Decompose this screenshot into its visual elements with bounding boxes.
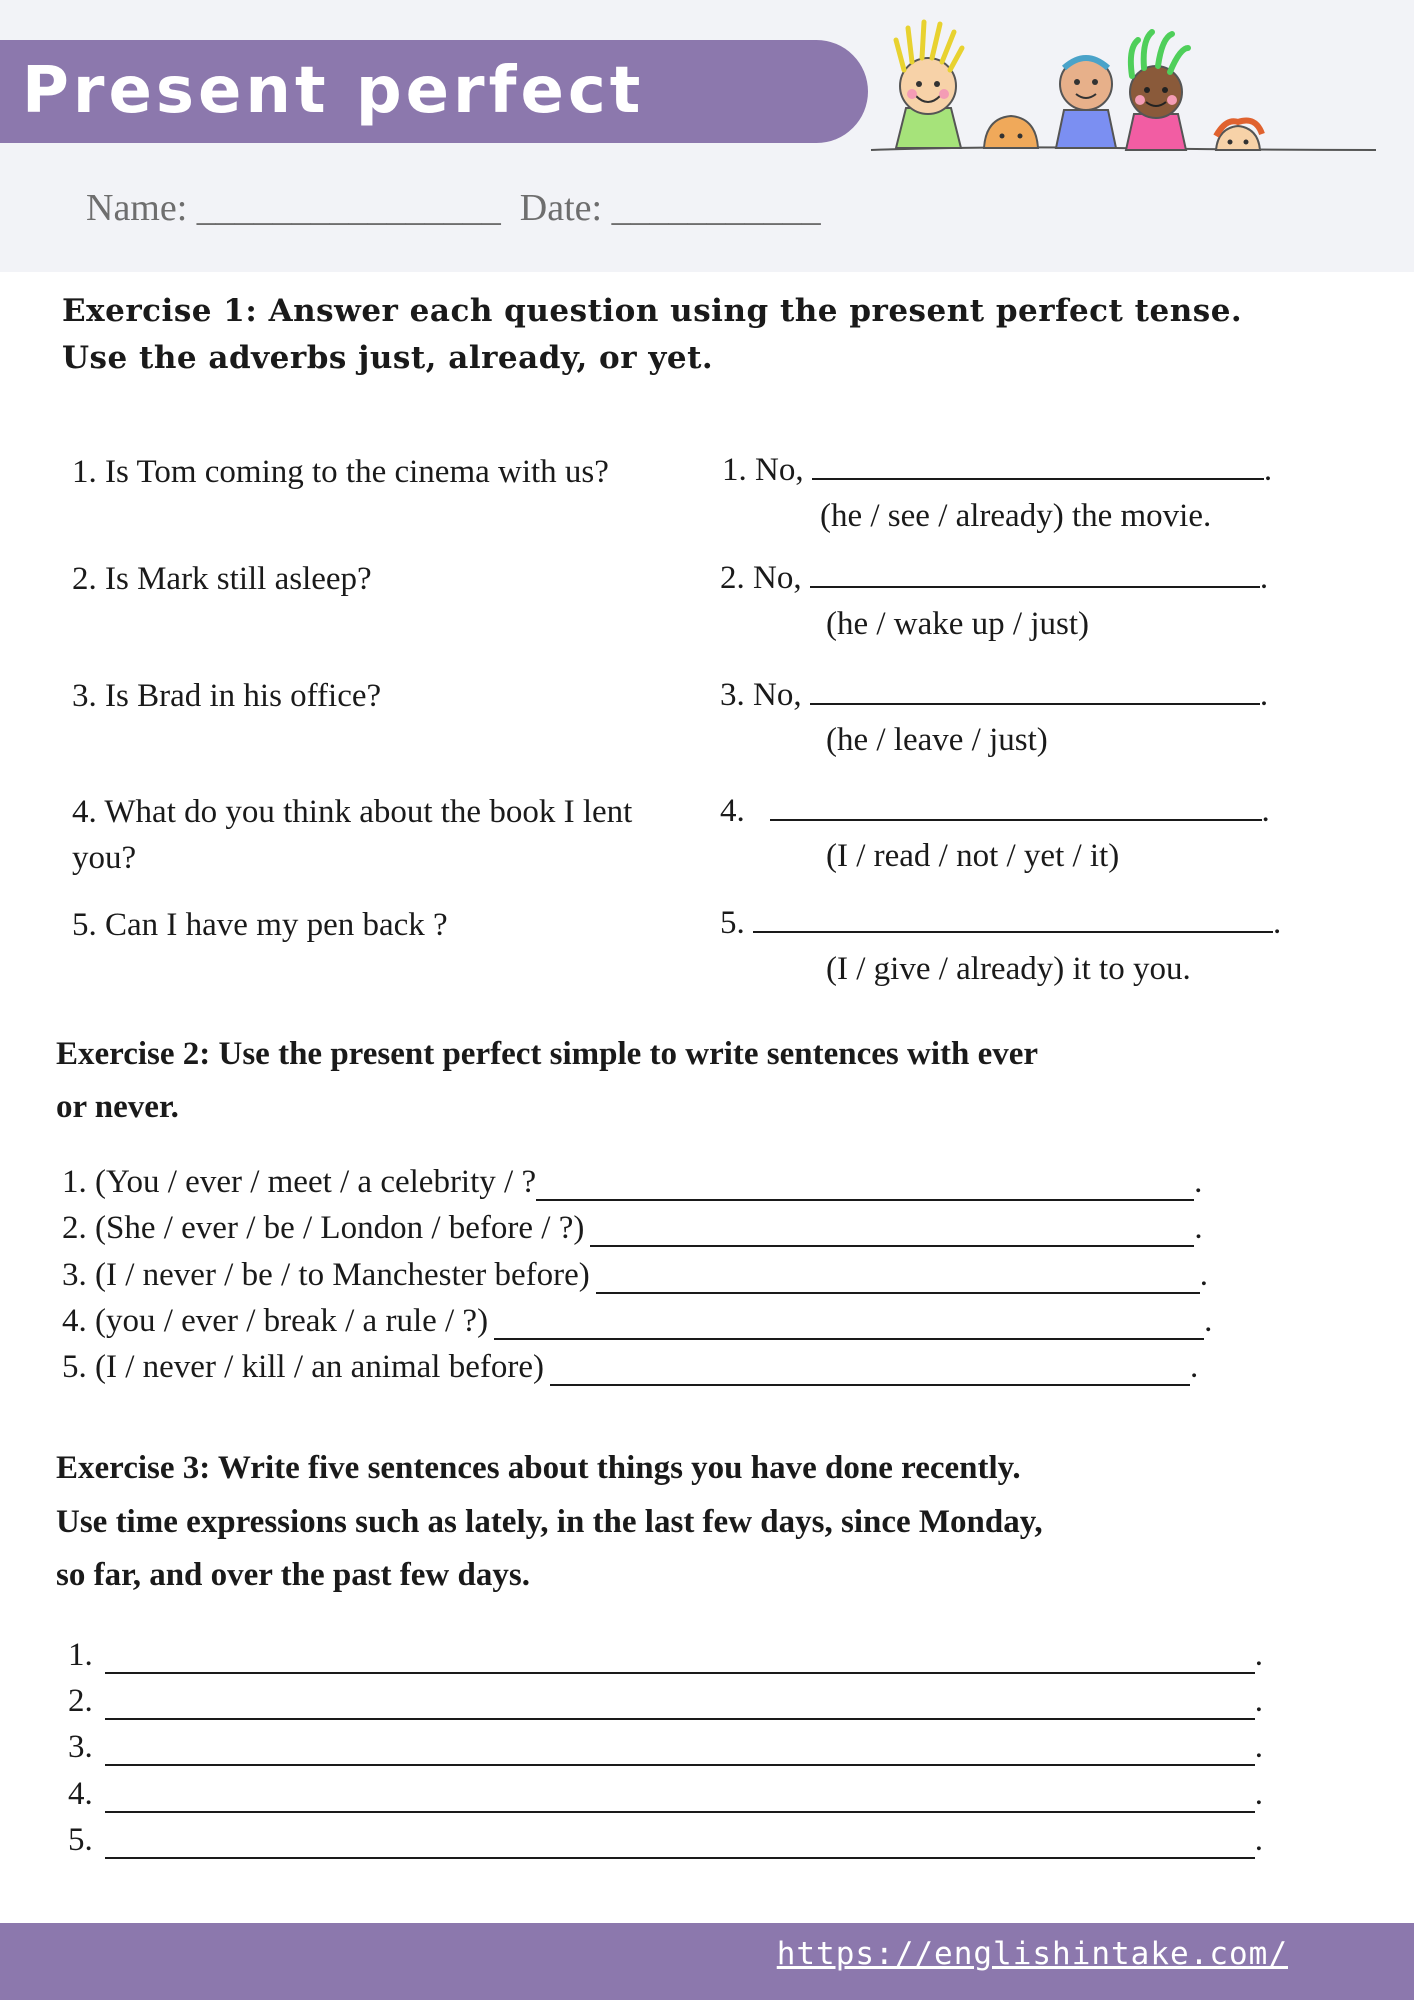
kid-blond	[896, 22, 962, 148]
ex1-hint-1: (he / see / already) the movie.	[820, 498, 1212, 534]
ex2-item-5[interactable]: 5. (I / never / kill / an animal before) .	[62, 1349, 1199, 1385]
ex1-question-2: 2. Is Mark still asleep?	[72, 561, 372, 597]
exercise1-heading-line1: Exercise 1: Answer each question using the present perfect tense.	[62, 293, 1243, 329]
kid-blue	[1056, 58, 1116, 148]
ex1-answer-4[interactable]: 4. .	[720, 793, 1270, 829]
ex1-hint-4: (I / read / not / yet / it)	[826, 838, 1120, 874]
ex1-question-3: 3. Is Brad in his office?	[72, 678, 382, 714]
kid-green-hair	[1126, 32, 1188, 150]
ex1-answer-3[interactable]: 3. No, .	[720, 677, 1269, 713]
ex1-answer-5[interactable]: 5. .	[720, 905, 1282, 941]
name-field[interactable]: Name: ________________	[86, 187, 501, 229]
ex3-item-4[interactable]: 4. .	[68, 1776, 1263, 1812]
ex1-answer-2[interactable]: 2. No, .	[720, 560, 1269, 596]
ex3-item-3[interactable]: 3. .	[68, 1729, 1263, 1765]
ex1-hint-3: (he / leave / just)	[826, 722, 1048, 758]
ex2-item-3[interactable]: 3. (I / never / be / to Manchester before) .	[62, 1257, 1209, 1293]
exercise3-heading-line1: Exercise 3: Write five sentences about things you have done recently.	[56, 1450, 1021, 1486]
kid-peeking-1	[984, 116, 1038, 148]
ex2-item-4[interactable]: 4. (you / ever / break / a rule / ?) .	[62, 1303, 1213, 1339]
ex1-hint-2: (he / wake up / just)	[826, 606, 1090, 642]
ex1-question-1: 1. Is Tom coming to the cinema with us?	[72, 454, 609, 490]
exercise3-heading-line3: so far, and over the past few days.	[56, 1557, 530, 1593]
ex1-question-4: 4. What do you think about the book I lent you?	[72, 794, 633, 876]
kids-illustration	[866, 18, 1380, 168]
ex1-answer-1[interactable]: 1. No, .	[722, 452, 1273, 488]
exercise2-heading-line1: Exercise 2: Use the present perfect simple to write sentences with ever	[56, 1036, 1039, 1072]
exercise2-heading-line2: or never.	[56, 1089, 179, 1125]
exercise1-heading-line2: Use the adverbs just, already, or yet.	[62, 340, 714, 376]
page-title: Present perfect	[22, 54, 645, 128]
ex3-item-1[interactable]: 1. .	[68, 1637, 1263, 1673]
ex2-item-1[interactable]: 1. (You / ever / meet / a celebrity / ? .	[62, 1164, 1203, 1200]
footer-link[interactable]: https://englishintake.com/	[776, 1936, 1288, 1972]
ex1-question-5: 5. Can I have my pen back ?	[72, 907, 448, 943]
ex3-item-5[interactable]: 5. .	[68, 1822, 1263, 1858]
name-date-line	[86, 186, 821, 230]
ex1-hint-5: (I / give / already) it to you.	[826, 951, 1191, 987]
ex3-item-2[interactable]: 2. .	[68, 1683, 1263, 1719]
ex2-item-2[interactable]: 2. (She / ever / be / London / before / ?) .	[62, 1210, 1203, 1246]
exercise3-heading-line2: Use time expressions such as lately, in the last few days, since Monday,	[56, 1504, 1043, 1540]
date-field[interactable]: Date: ___________	[519, 187, 821, 229]
kid-peeking-2	[1216, 121, 1262, 151]
